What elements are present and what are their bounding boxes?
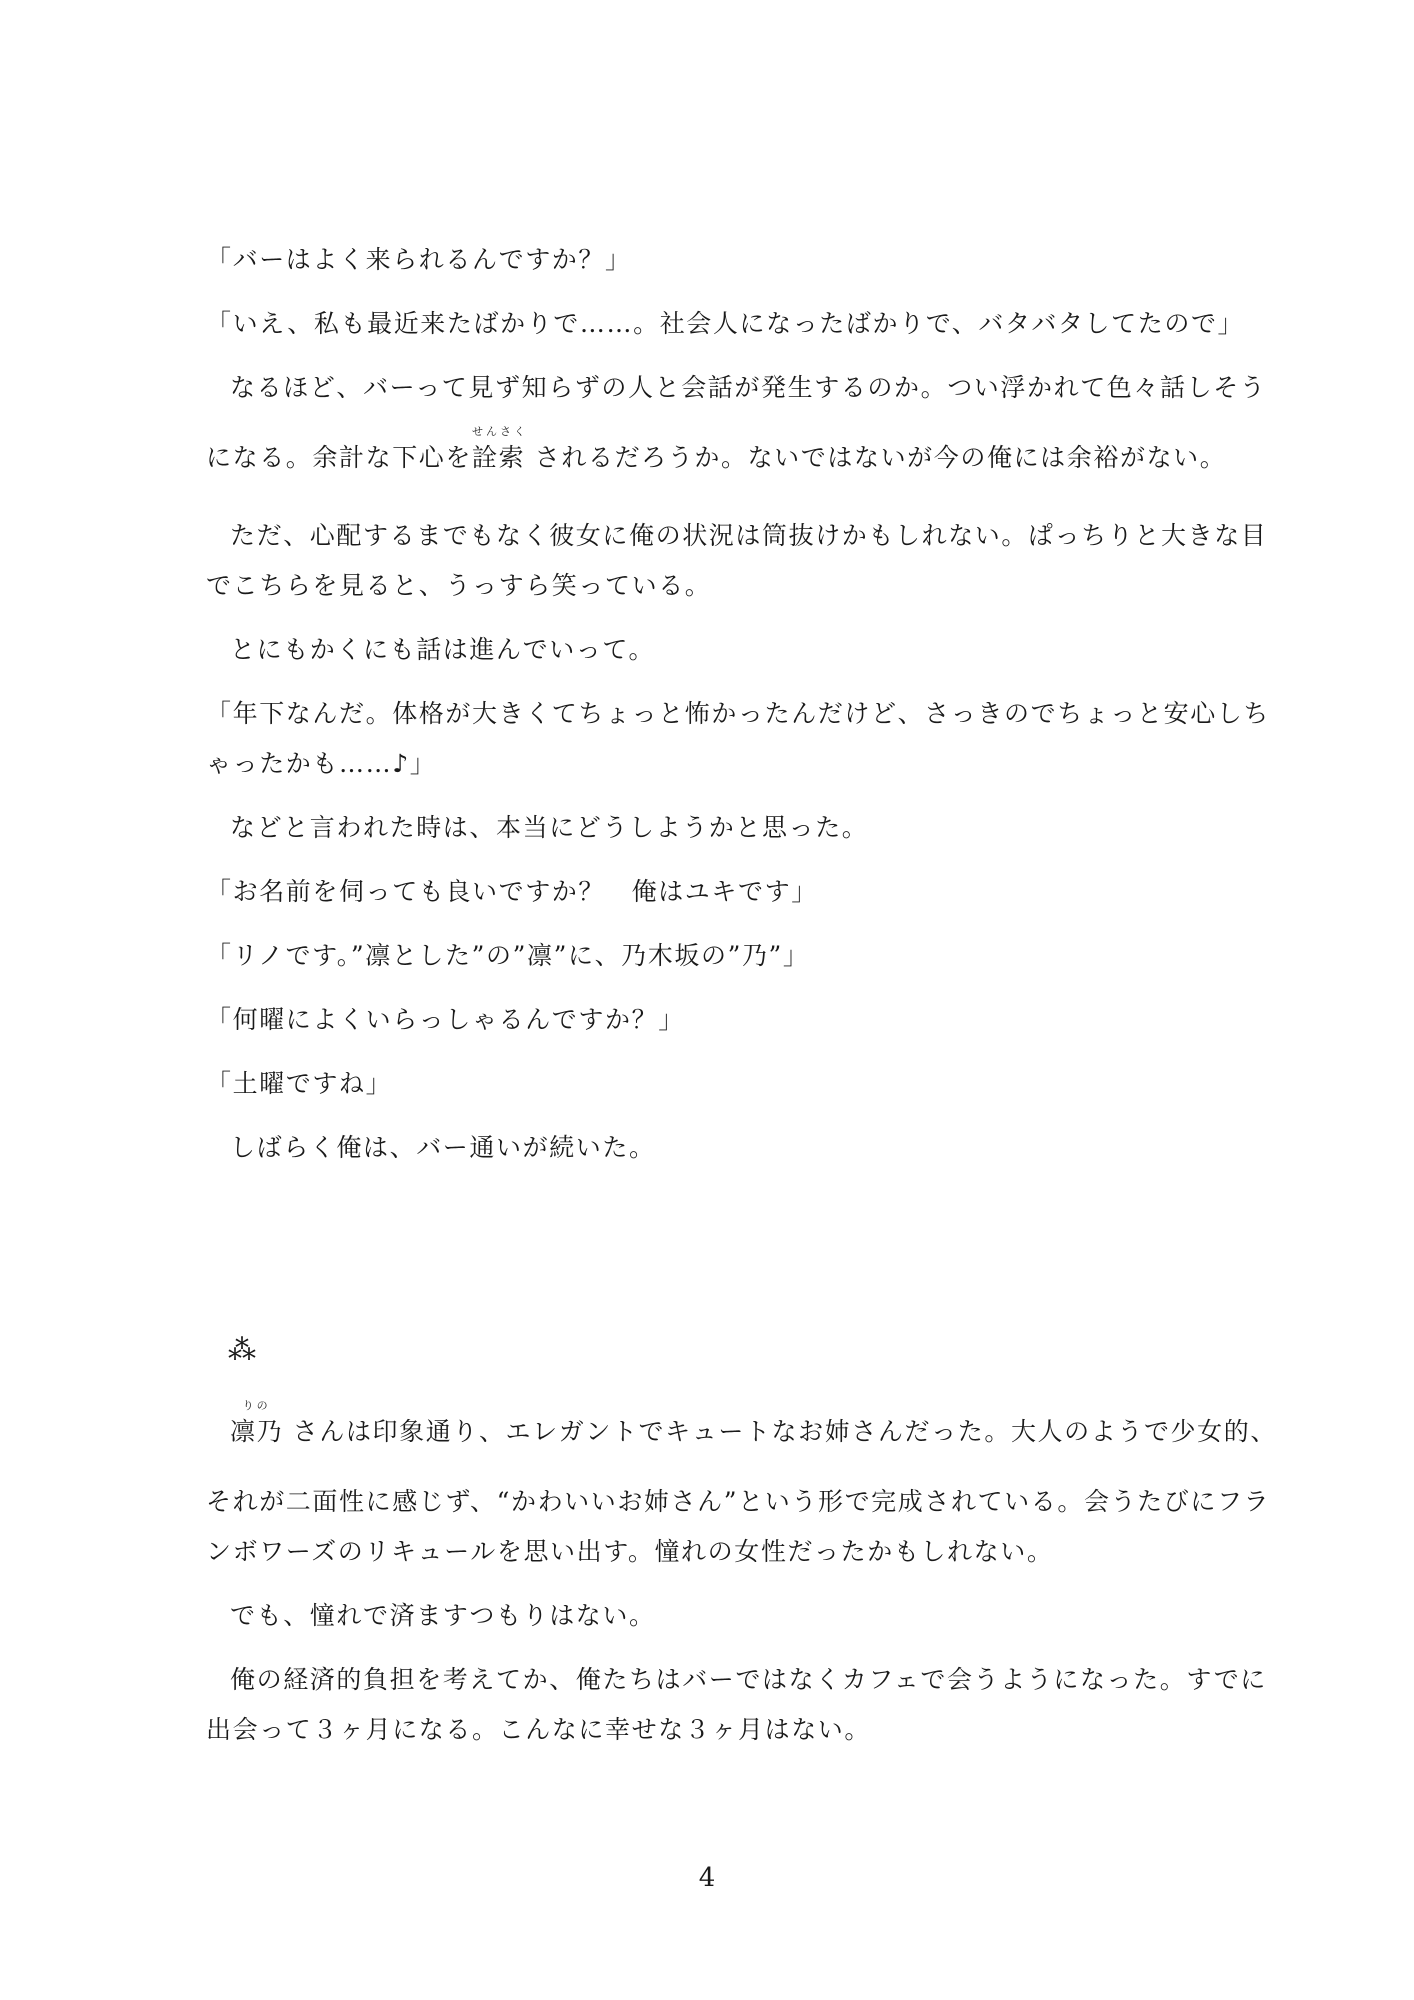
page-number: 4 <box>698 1863 716 1893</box>
paragraph-line-with-ruby <box>206 425 1227 474</box>
paragraph-line: それが二面性に感じず、“かわいいお姉さん”という形で完成されている。会うたびにフラ <box>206 1487 1271 1516</box>
paragraph-line: でも、憧れで済ますつもりはない。 <box>230 1601 656 1630</box>
paragraph-line: でこちらを見ると、うっすら笑っている。 <box>206 571 712 600</box>
paragraph-line: などと言われた時は、本当にどうしようかと思った。 <box>230 813 869 842</box>
paragraph-line: なるほど、バーって見ず知らずの人と会話が発生するのか。つい浮かれて色々話しそう <box>230 373 1267 402</box>
ruby-reading: せんさく <box>472 425 529 438</box>
dialogue-line: 「土曜ですね」 <box>206 1069 393 1098</box>
ruby-base: 凛乃 <box>230 1417 284 1446</box>
paragraph-line: 俺の経済的負担を考えてか、俺たちはバーではなくカフェで会うようになった。すでに <box>230 1665 1267 1694</box>
ruby-annotated-word <box>472 425 529 474</box>
ruby-reading: りの <box>242 1399 271 1412</box>
paragraph-line: 出会って３ヶ月になる。こんなに幸せな３ヶ月はない。 <box>206 1715 872 1744</box>
dialogue-line: 「リノです。”凛とした”の”凛”に、乃木坂の”乃”」 <box>206 941 810 970</box>
dialogue-line: 「バーはよく来られるんですか？」 <box>206 245 632 274</box>
paragraph-line: ンボワーズのリキュールを思い出す。憧れの女性だったかもしれない。 <box>206 1537 1054 1566</box>
ruby-base: 詮索 <box>472 443 526 472</box>
paragraph-line: しばらく俺は、バー通いが続いた。 <box>230 1133 656 1162</box>
text-segment: になる。余計な下心を <box>206 443 473 472</box>
paragraph-line: ただ、心配するまでもなく彼女に俺の状況は筒抜けかもしれない。ぱっちりと大きな目 <box>230 521 1268 550</box>
section-break-asterism: ⁂ <box>228 1333 256 1366</box>
dialogue-line: 「いえ、私も最近来たばかりで……。社会人になったばかりで、バタバタしてたので」 <box>206 309 1245 338</box>
dialogue-line: 「お名前を伺っても良いですか？ 俺はユキです」 <box>206 877 818 906</box>
ruby-annotated-word <box>230 1399 284 1448</box>
dialogue-line: 「何曜によくいらっしゃるんですか？」 <box>206 1005 685 1034</box>
dialogue-line: 「年下なんだ。体格が大きくてちょっと怖かったんだけど、さっきのでちょっと安心しち <box>206 699 1271 728</box>
paragraph-line: とにもかくにも話は進んでいって。 <box>230 635 656 664</box>
dialogue-line: ゃったかも……♪」 <box>206 749 437 778</box>
text-segment: されるだろうか。ないではないが今の俺には余裕がない。 <box>534 443 1227 472</box>
text-segment: さんは印象通り、エレガントでキュートなお姉さんだった。大人のようで少女的、 <box>292 1417 1277 1446</box>
paragraph-line-with-ruby <box>230 1399 1277 1448</box>
